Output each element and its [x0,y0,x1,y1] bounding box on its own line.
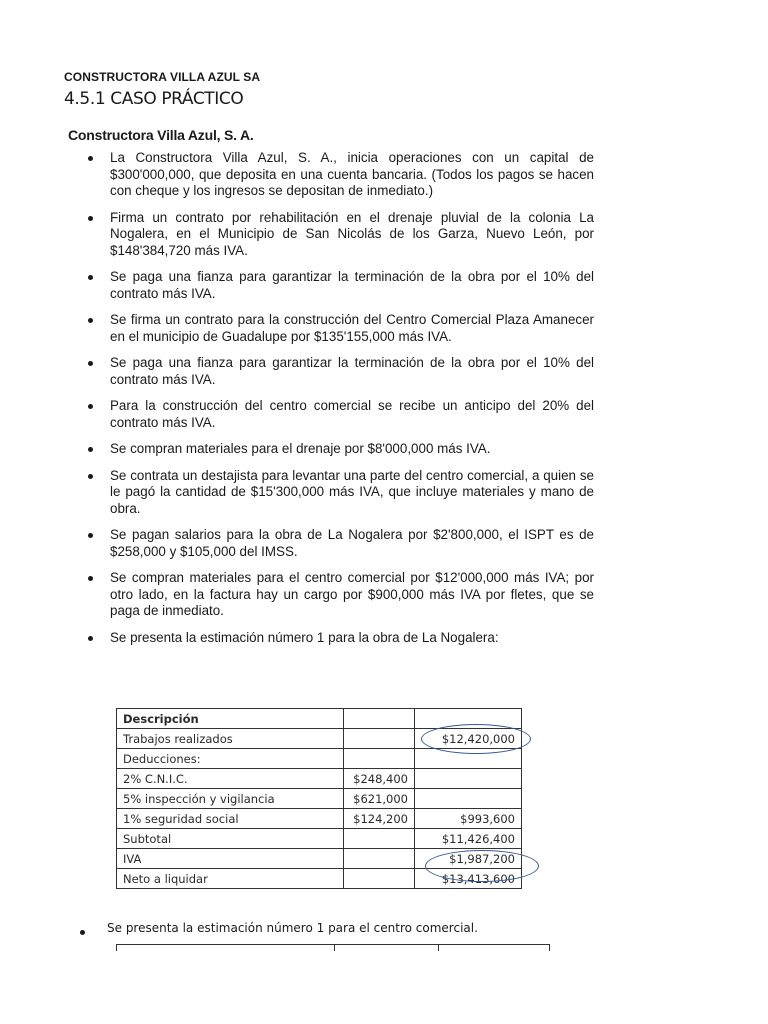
table-cell: $12,420,000 [415,729,522,749]
table-cell: $124,200 [344,809,415,829]
table-row [117,809,522,829]
table-cell: Deducciones: [117,749,344,769]
table-cell: $621,000 [344,789,415,809]
case-bullet-list [86,150,594,656]
list-item: Se pagan salarios para la obra de La Nogalera por $2'800,000, el ISPT es de $258,000 y $105,000 del IMSS. [86,527,594,560]
table-cell: Descripción [117,709,344,729]
handdrawn-circle-trabajos [421,724,531,754]
table-border [334,945,335,951]
table-border [438,945,439,951]
table-cell [415,789,522,809]
table-cell [344,869,415,889]
company-header: CONSTRUCTORA VILLA AZUL SA [64,70,261,84]
table-cell: 1% seguridad social [117,809,344,829]
list-item: Se contrata un destajista para levantar una parte del centro comercial, a quien se le pagó la cantidad de $15'300,000 más IVA, que incluye materiales y mano de obra. [86,468,594,518]
table-cell: $13,413,600 [415,869,522,889]
section-title: 4.5.1 CASO PRÁCTICO [64,89,244,109]
list-item: La Constructora Villa Azul, S. A., inicia operaciones con un capital de $300'000,000, que deposita en una cuenta bancaria. (Todos los pagos se hacen con cheque y los ingresos se depositan de inmediato.) [86,150,594,200]
table-cell [344,829,415,849]
table-cell [344,729,415,749]
handdrawn-circle-iva [425,850,539,882]
bullet-icon [80,930,85,935]
table-row [117,789,522,809]
list-item: Se paga una fianza para garantizar la terminación de la obra por el 10% del contrato más IVA. [86,269,594,302]
list-item: Se compran materiales para el drenaje por $8'000,000 más IVA. [86,441,594,458]
table-cell: $993,600 [415,809,522,829]
table-cell: $248,400 [344,769,415,789]
list-item: Firma un contrato por rehabilitación en el drenaje pluvial de la colonia La Nogalera, en el Municipio de San Nicolás de los Garza, Nuevo León, por $148'384,720 más IVA. [86,210,594,260]
table-cell: 5% inspección y vigilancia [117,789,344,809]
table-cell [344,749,415,769]
table-cell: 2% C.N.I.C. [117,769,344,789]
list-item: Se paga una fianza para garantizar la terminación de la obra por el 10% del contrato más IVA. [86,355,594,388]
table-cell: IVA [117,849,344,869]
table-cell: $1,987,200 [415,849,522,869]
list-item: Para la construcción del centro comercial se recibe un anticipo del 20% del contrato más IVA. [86,398,594,431]
table-cell [344,849,415,869]
table-row [117,769,522,789]
table-border [116,945,117,951]
table-cell [344,709,415,729]
next-table-edge [116,944,550,953]
table-cell: Trabajos realizados [117,729,344,749]
table-cell: Subtotal [117,829,344,849]
table-cell: $11,426,400 [415,829,522,849]
final-item-text: Se presenta la estimación número 1 para el centro comercial. [107,921,478,935]
table-cell [415,769,522,789]
table-border [549,945,550,951]
table-cell: Neto a liquidar [117,869,344,889]
case-subtitle: Constructora Villa Azul, S. A. [68,127,254,143]
list-item: Se compran materiales para el centro comercial por $12'000,000 más IVA; por otro lado, en la factura hay un cargo por $900,000 más IVA por fletes, que se paga de inmediato. [86,570,594,620]
table-row [117,829,522,849]
list-item: Se firma un contrato para la construcción del Centro Comercial Plaza Amanecer en el municipio de Guadalupe por $135'155,000 más IVA. [86,312,594,345]
list-item: Se presenta la estimación número 1 para la obra de La Nogalera: [86,630,594,647]
